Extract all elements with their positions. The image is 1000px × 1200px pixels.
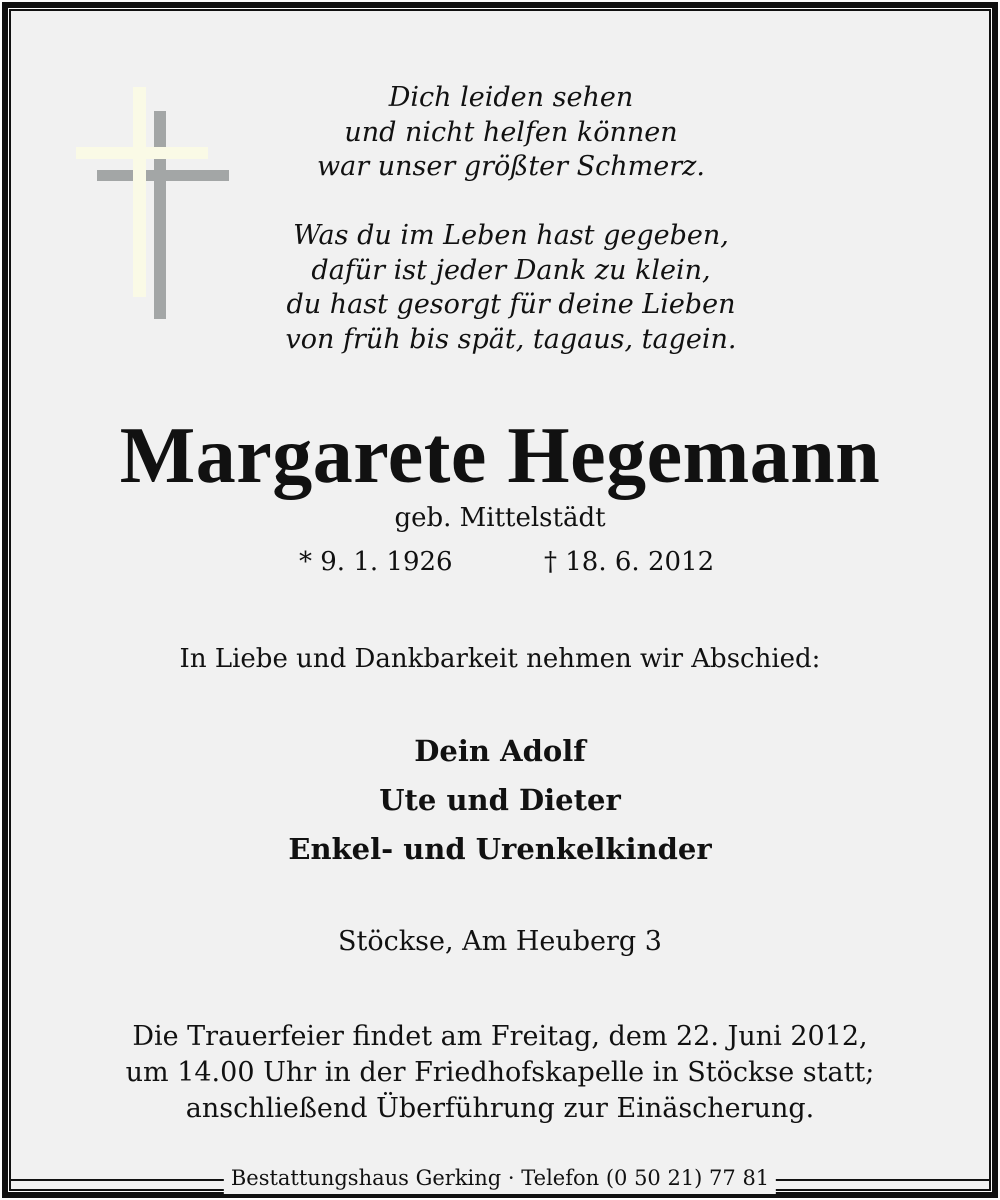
poem-stanza-1 [261,81,761,185]
ceremony-line: Die Trauerfeier findet am Freitag, dem 22. Juni 2012, [132,1021,868,1052]
family-member: Dein Adolf [414,734,586,768]
ceremony-line: anschließend Überführung zur Einäscherung. [185,1093,815,1124]
ceremony-notice [51,1019,949,1127]
poem-line: Was du im Leben hast gegeben, [293,220,729,251]
family-list [11,727,989,874]
poem-line: Dich leiden sehen [388,82,634,113]
maiden-name: geb. Mittelstädt [394,503,606,533]
deceased-name: Margarete Hegemann [119,412,881,500]
poem-line: von früh bis spät, tagaus, tagein. [285,323,737,355]
ceremony-line: um 14.00 Uhr in der Friedhofskapelle in Stöckse statt; [125,1057,875,1088]
obituary-card [9,9,991,1191]
footer [9,1160,991,1196]
address: Stöckse, Am Heuberg 3 [338,926,662,957]
poem-line: dafür ist jeder Dank zu klein, [311,254,711,286]
poem-line: du hast gesorgt für deine Lieben [286,289,736,320]
life-dates [11,544,989,580]
family-member: Enkel- und Urenkelkinder [288,832,712,866]
death-date: † 18. 6. 2012 [544,547,715,577]
poem-stanza-2 [261,219,761,357]
birth-date: * 9. 1. 1926 [299,547,453,577]
funeral-home-contact: Bestattungshaus Gerking · Telefon (0 50 21) 77 81 [224,1162,776,1194]
farewell-line: In Liebe und Dankbarkeit nehmen wir Abschied: [179,644,821,674]
poem-line: war unser größter Schmerz. [317,151,705,182]
poem-line: und nicht helfen können [344,116,678,148]
family-member: Ute und Dieter [379,783,621,817]
cross-icon [73,83,233,323]
